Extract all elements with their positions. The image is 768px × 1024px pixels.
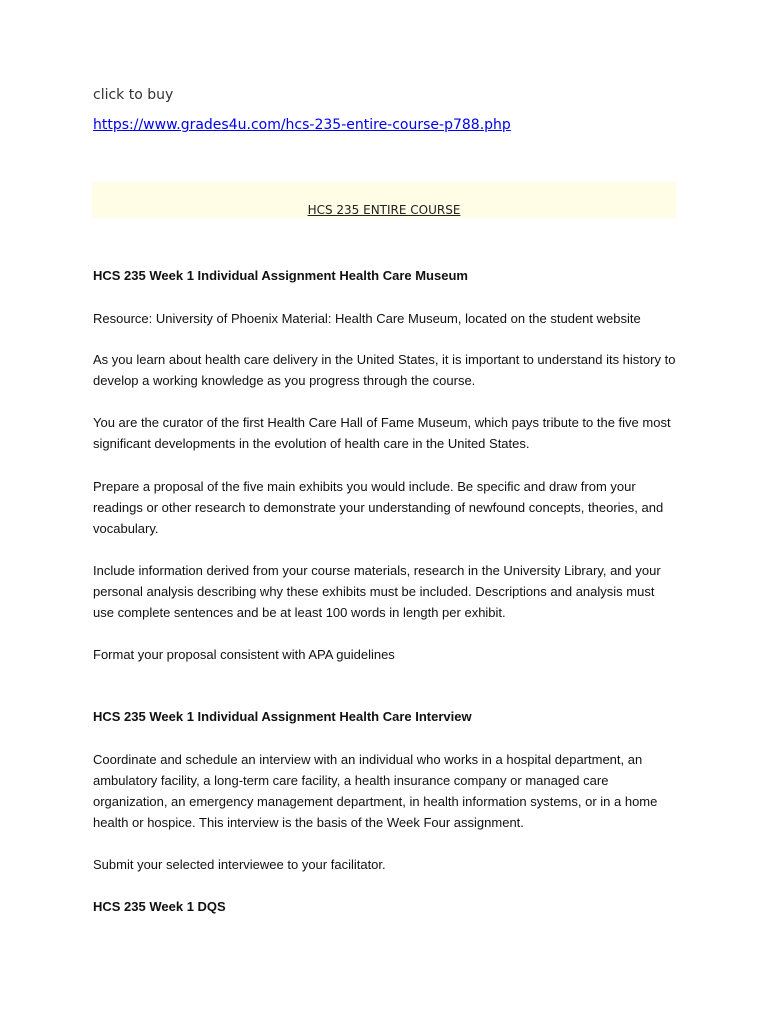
paragraph-curator: You are the curator of the first Health Care Hall of Fame Museum, which pays tribute to the five most significant developments in the evolution of health care in the United States.	[93, 415, 671, 451]
paragraph-submit: Submit your selected interviewee to your facilitator.	[93, 857, 386, 872]
paragraph-include-info: Include information derived from your course materials, research in the University Library, and your personal analysis describing why these exhibits must be included. Descriptions and analysis must use complete sentences and be at least 100 words in length per exhibit.	[93, 563, 661, 620]
course-banner-link[interactable]: HCS 235 ENTIRE COURSE	[307, 203, 461, 217]
paragraph-interview: Coordinate and schedule an interview with an individual who works in a hospital department, an ambulatory facility, a long-term care facility, a health insurance company or managed care organization, an emergency management department, in health information systems, or in a home health or hospice. This interview is the basis of the Week Four assignment.	[93, 752, 658, 830]
buy-link[interactable]: https://www.grades4u.com/hcs-235-entire-course-p788.php	[93, 117, 511, 133]
section-heading-museum: HCS 235 Week 1 Individual Assignment Health Care Museum	[93, 268, 468, 283]
click-to-buy-text: click to buy	[93, 87, 174, 103]
course-banner	[92, 182, 676, 218]
section-heading-dqs: HCS 235 Week 1 DQS	[93, 899, 226, 914]
paragraph-format: Format your proposal consistent with APA guidelines	[93, 647, 395, 662]
paragraph-resource: Resource: University of Phoenix Material: Health Care Museum, located on the student website	[93, 311, 641, 326]
paragraph-history: As you learn about health care delivery in the United States, it is important to understand its history to develop a working knowledge as you progress through the course.	[93, 352, 676, 388]
paragraph-proposal: Prepare a proposal of the five main exhibits you would include. Be specific and draw from your readings or other research to demonstrate your understanding of newfound concepts, theories, and vocabulary.	[93, 479, 664, 536]
section-heading-interview: HCS 235 Week 1 Individual Assignment Health Care Interview	[93, 709, 472, 724]
